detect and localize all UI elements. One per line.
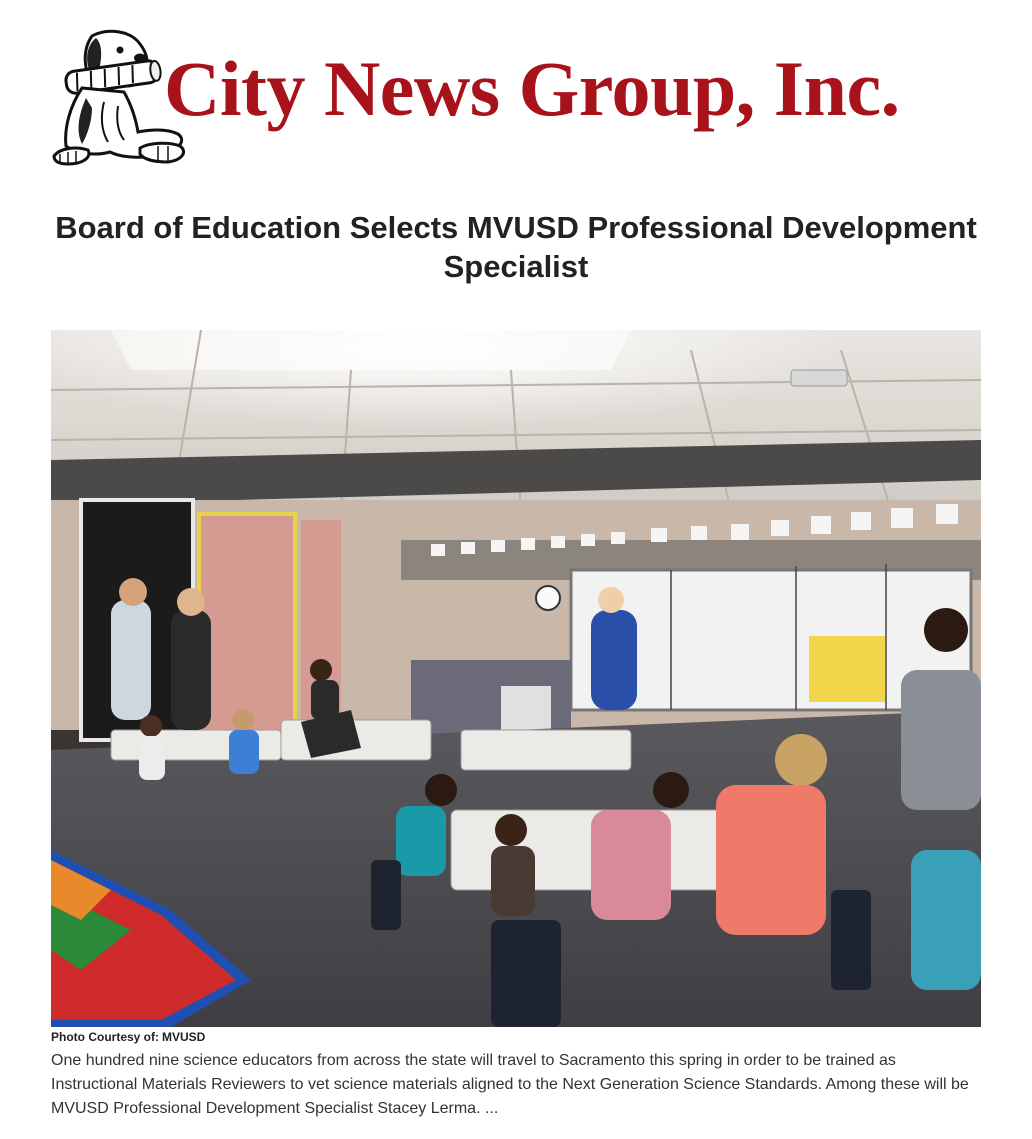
article-title[interactable]: Board of Education Selects MVUSD Professional Development Specialist xyxy=(55,210,977,284)
site-header xyxy=(52,28,972,173)
article-photo xyxy=(51,330,981,1027)
photo-credit-value: MVUSD xyxy=(162,1030,206,1044)
photo-credit-label: Photo Courtesy of: xyxy=(51,1030,159,1044)
publication-name[interactable]: City News Group, Inc. xyxy=(164,45,900,132)
photo-credit xyxy=(51,1030,205,1044)
article-summary: One hundred nine science educators from across the state will travel to Sacramento this spring in order to be trained as Instructional Materials Reviewers to vet science materials aligned to the Next Generation Science Standards. Among these will be MVUSD Professional Development Specialist Stacey Lerma. ... xyxy=(51,1052,969,1117)
